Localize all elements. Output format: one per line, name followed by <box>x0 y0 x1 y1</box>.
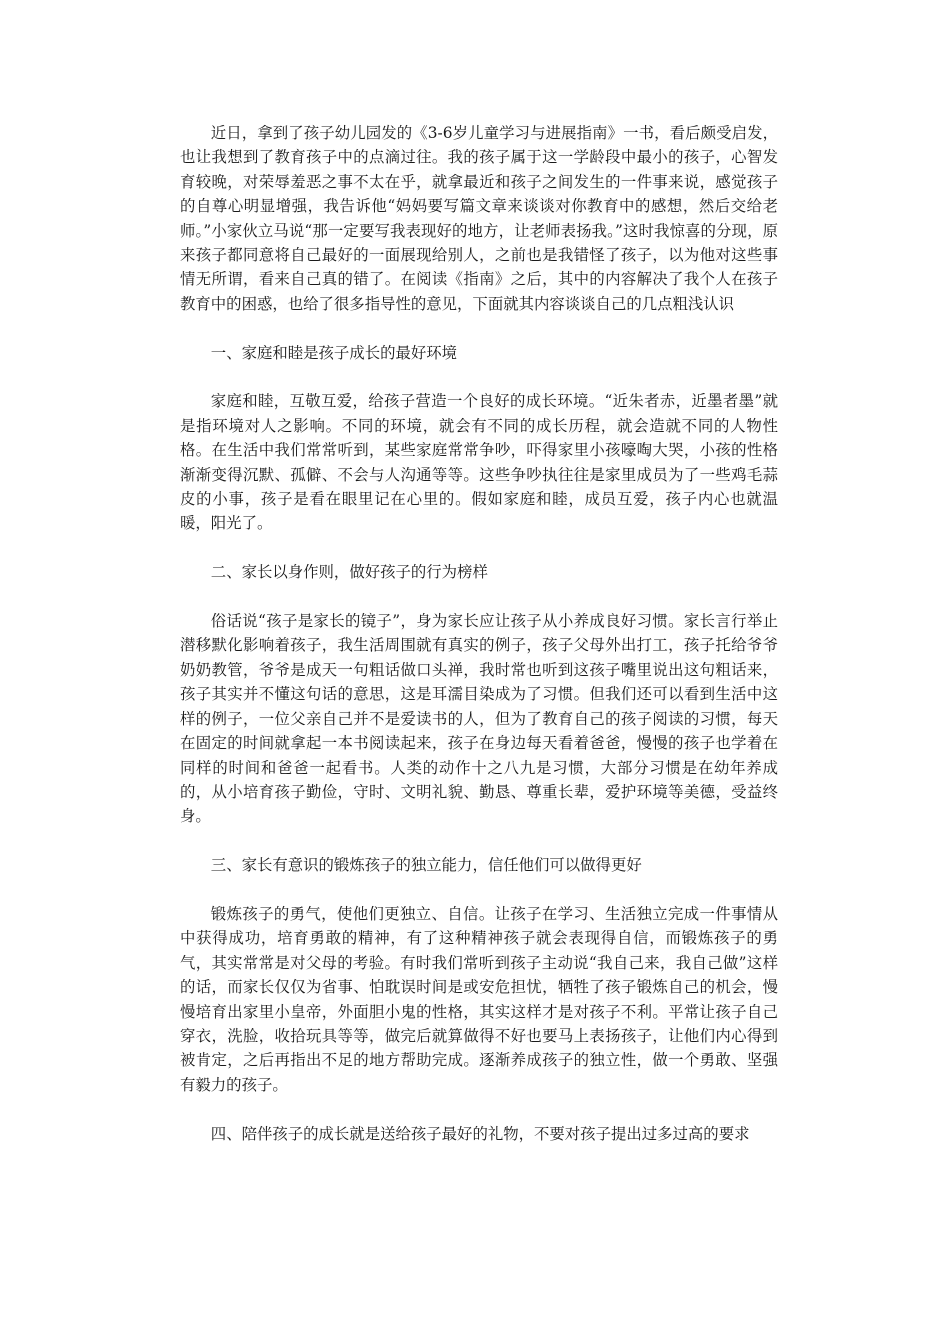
spacer <box>180 536 778 560</box>
spacer <box>180 878 778 902</box>
section-heading-4: 四、陪伴孩子的成长就是送给孩子最好的礼物，不要对孩子提出过多过高的要求 <box>210 1124 750 1143</box>
section-body-2: 俗话说“孩子是家长的镜子”，身为家长应让孩子从小养成良好习惯。家长言行举止潜移默化影响着孩子，我生活周围就有真实的例子，孩子父母外出打工，孩子托给爷爷奶奶教管，爷爷是成天一句粗话做口头禅，我时常也听到这孩子嘴里说出这句粗话来，孩子其实并不懂这句话的意思，这是耳濡目染成为了习惯。但我们还可以看到生活中这样的例子，一位父亲自己并不是爱读书的人，但为了教育自己的孩子阅读的习惯，每天在固定的时间就拿起一本书阅读起来，孩子在身边每天看着爸爸，慢慢的孩子也学着在同样的时间和爸爸一起看书。人类的动作十之八九是习惯，大部分习惯是在幼年养成的，从小培育孩子勤俭，守时、文明礼貌、勤恳、尊重长辈，爱护环境等美德，受益终身。 <box>180 612 778 826</box>
spacer <box>180 316 778 340</box>
section-heading-2: 二、家长以身作则，做好孩子的行为榜样 <box>210 563 488 582</box>
section-body-3: 锻炼孩子的勇气，使他们更独立、自信。让孩子在学习、生活独立完成一件事情从中获得成功，培育勇敢的精神，有了这种精神孩子就会表现得自信，而锻炼孩子的勇气，其实常常是对父母的考验。有时我们常听到孩子主动说“我自己来，我自己做”这样的话，而家长仅仅为省事、怕耽误时间是或安危担忧，牺牲了孩子锻炼自己的机会，慢慢培育出家里小皇帝，外面胆小鬼的性格，其实这样才是对孩子不利。平常让孩子自己穿衣，洗脸，收拾玩具等等，做完后就算做得不好也要马上表扬孩子，让他们内心得到被肯定，之后再指出不足的地方帮助完成。逐渐养成孩子的独立性，做一个勇敢、坚强有毅力的孩子。 <box>180 904 778 1094</box>
section-heading-1: 一、家庭和睦是孩子成长的最好环境 <box>210 343 458 362</box>
section-heading-3: 三、家长有意识的锻炼孩子的独立能力，信任他们可以做得更好 <box>210 856 642 875</box>
document-page <box>180 121 778 1146</box>
section-body-1: 家庭和睦，互敬互爱，给孩子营造一个良好的成长环境。“近朱者赤，近墨者墨”就是指环境对人之影响。不同的环境，就会有不同的成长历程，就会造就不同的人物性格。在生活中我们常常听到，某些家庭常常争吵，吓得家里小孩嚎啕大哭，小孩的性格渐渐变得沉默、孤僻、不会与人沟通等等。这些争吵执往往是家里成员为了一些鸡毛蒜皮的小事，孩子是看在眼里记在心里的。假如家庭和睦，成员互爱，孩子内心也就温暖，阳光了。 <box>180 392 778 533</box>
spacer <box>180 585 778 609</box>
intro-paragraph: 近日，拿到了孩子幼儿园发的《3-6岁儿童学习与进展指南》一书，看后颇受启发，也让我想到了教育孩子中的点滴过往。我的孩子属于这一学龄段中最小的孩子，心智发育较晚，对荣辱羞恶之事不太在乎，就拿最近和孩子之间发生的一件事来说，感觉孩子的自尊心明显增强，我告诉他“妈妈要写篇文章来谈谈对你教育中的感想，然后交给老师。”小家伙立马说“那一定要写我表现好的地方，让老师表扬我。”这时我惊喜的分现，原来孩子都同意将自己最好的一面展现给别人，之前也是我错怪了孩子，以为他对这些事情无所谓，看来自己真的错了。在阅读《指南》之后，其中的内容解决了我个人在孩子教育中的困惑，也给了很多指导性的意见，下面就其内容谈谈自己的几点粗浅认识 <box>180 124 778 313</box>
spacer <box>180 365 778 389</box>
spacer <box>180 1097 778 1121</box>
spacer <box>180 829 778 853</box>
